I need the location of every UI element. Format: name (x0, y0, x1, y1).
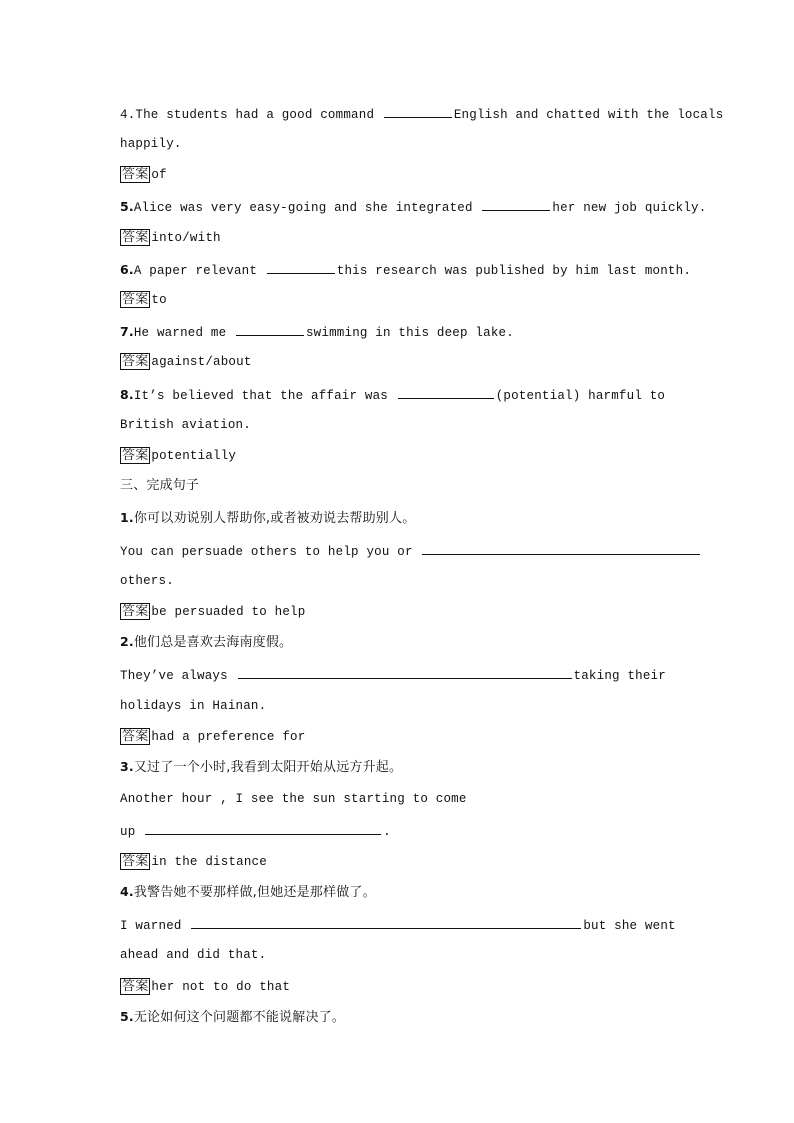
answer-label: 答案 (122, 979, 149, 994)
section-heading: 三、完成句子 (120, 478, 200, 493)
answer-5 (120, 229, 684, 246)
question-number: 5. (120, 1009, 134, 1024)
answer-label: 答案 (122, 854, 149, 869)
answer-label: 答案 (122, 448, 149, 463)
question-4-cont: happily. (120, 137, 182, 151)
answer-6 (120, 291, 684, 308)
answer-label: 答案 (122, 292, 149, 307)
sentence-4-prompt: 4.我警告她不要那样做,但她还是那样做了。 (120, 884, 376, 900)
answer-blank (238, 666, 572, 679)
answer-blank (236, 323, 304, 336)
question-number: 2. (120, 634, 134, 649)
answer-blank (422, 542, 700, 555)
sentence-4: I warned but she went (120, 916, 684, 934)
answer-text: had a preference for (151, 730, 306, 744)
answer-text: into/with (151, 231, 221, 245)
answer-label: 答案 (122, 604, 149, 619)
answer-text: be persuaded to help (151, 605, 306, 619)
answer-text: to (151, 293, 167, 307)
answer-s3 (120, 853, 684, 870)
question-8: 8.It’s believed that the affair was (potential) harmful to (120, 387, 666, 403)
answer-4 (120, 166, 684, 183)
question-5: 5.Alice was very easy-going and she integrated her new job quickly. (120, 199, 707, 215)
sentence-3: Another hour , I see the sun starting to come (120, 792, 467, 806)
answer-8 (120, 447, 684, 464)
answer-blank (145, 822, 381, 835)
answer-label: 答案 (122, 230, 149, 245)
sentence-1-prompt: 1.你可以劝说别人帮助你,或者被劝说去帮助别人。 (120, 510, 416, 526)
question-6: 6.A paper relevant this research was published by him last month. (120, 262, 692, 278)
question-number: 1. (120, 510, 134, 525)
answer-blank (482, 198, 550, 211)
question-number: 4. (120, 884, 134, 899)
answer-label: 答案 (122, 354, 149, 369)
answer-label: 答案 (122, 729, 149, 744)
sentence-2-prompt: 2.他们总是喜欢去海南度假。 (120, 634, 293, 650)
sentence-1: You can persuade others to help you or (120, 542, 684, 560)
answer-text: of (151, 168, 167, 182)
question-8-cont: British aviation. (120, 418, 251, 432)
question-number: 8. (120, 387, 134, 402)
question-number: 6. (120, 262, 134, 277)
answer-7 (120, 353, 684, 370)
answer-blank (398, 386, 494, 399)
sentence-3-cont: up . (120, 822, 684, 840)
answer-blank (384, 105, 452, 118)
answer-text: her not to do that (151, 980, 291, 994)
question-number: 3. (120, 759, 134, 774)
answer-label: 答案 (122, 167, 149, 182)
sentence-2: They’ve always taking their (120, 666, 684, 684)
answer-s4 (120, 978, 684, 995)
sentence-1-cont: others. (120, 574, 174, 588)
question-number: 7. (120, 324, 134, 339)
answer-s1 (120, 603, 684, 620)
question-7: 7.He warned me swimming in this deep lake. (120, 324, 514, 340)
answer-text: potentially (151, 449, 237, 463)
answer-text: against/about (151, 355, 252, 369)
question-number: 4. (120, 108, 136, 122)
answer-s2 (120, 728, 684, 745)
sentence-3-prompt: 3.又过了一个小时,我看到太阳开始从远方升起。 (120, 759, 403, 775)
question-4: 4.The students had a good command English and chatted with the locals (120, 105, 684, 123)
answer-blank (267, 261, 335, 274)
answer-text: in the distance (151, 855, 267, 869)
question-number: 5. (120, 199, 134, 214)
answer-blank (191, 916, 581, 929)
sentence-2-cont: holidays in Hainan. (120, 699, 267, 713)
sentence-5-prompt: 5.无论如何这个问题都不能说解决了。 (120, 1009, 346, 1025)
sentence-4-cont: ahead and did that. (120, 948, 267, 962)
